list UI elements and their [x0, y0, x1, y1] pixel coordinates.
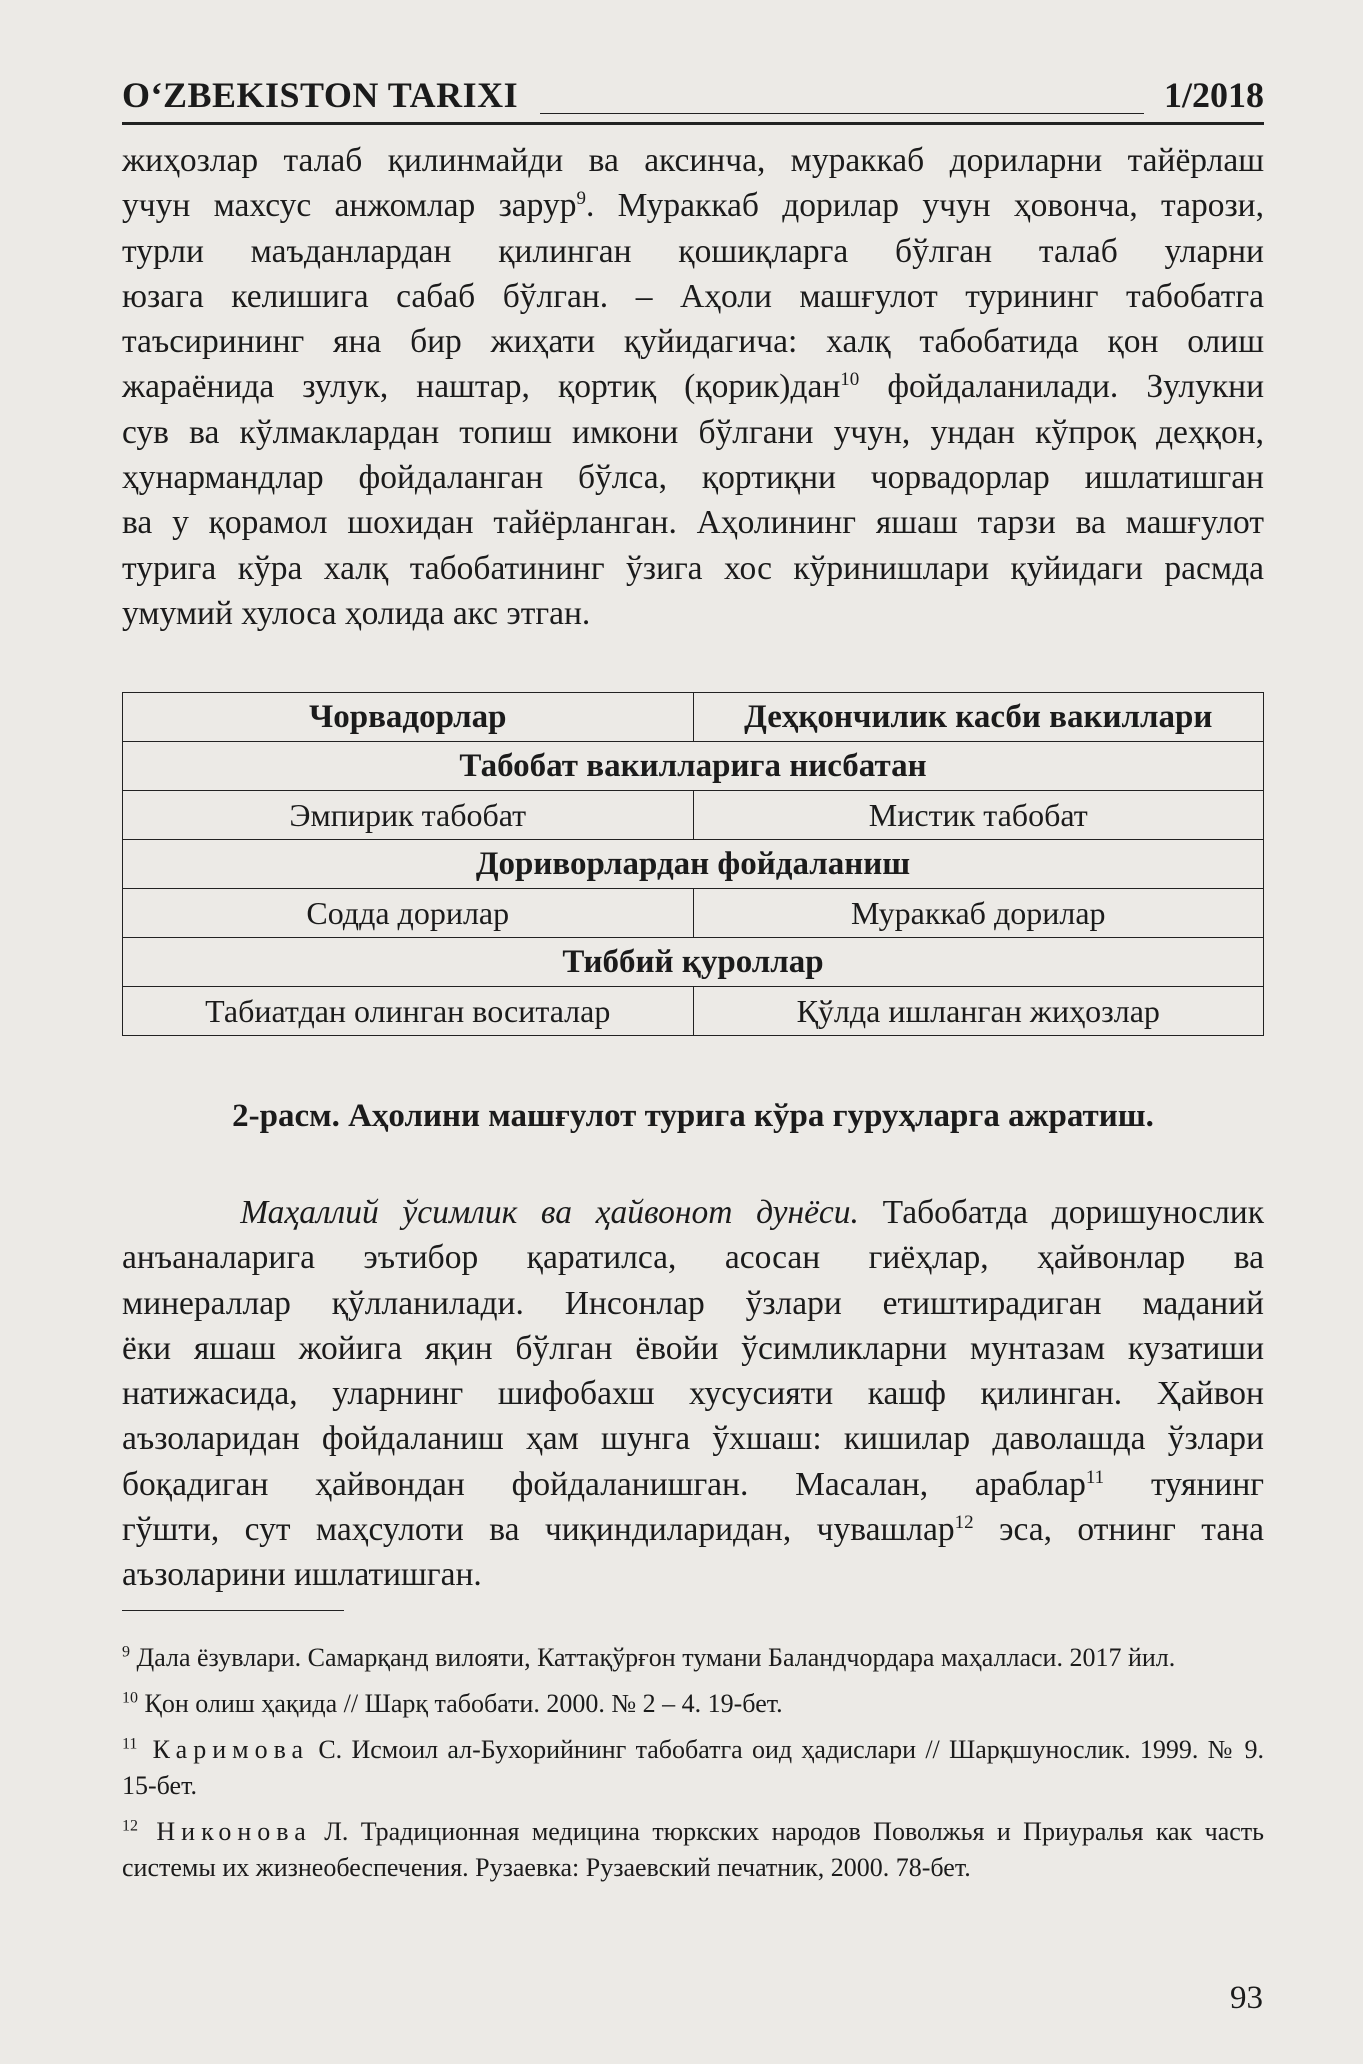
table-row [123, 938, 1264, 987]
header-cell-farming: Деҳқончилик касби вакиллари [693, 693, 1264, 742]
text-line: ҳунармандлар фойдаланган бўлса, қортиқни чорвадорлар ишлатишган [122, 459, 1264, 497]
text-line: сув ва кўлмаклардан топиш имкони бўлгани учун, ундан кўпроқ деҳқон, [122, 413, 1264, 451]
section-heading: Тиббий қуроллар [123, 938, 1264, 987]
text-line: ва у қорамол шохидан тайёрланган. Аҳолининг яшаш тарзи ва машғулот [122, 504, 1264, 542]
paragraph-1 [122, 138, 1264, 636]
text-line: жараёнида зулук, наштар, қортиқ (қорик)дан$^{10}$ фойдаланилади. Зулукни [122, 368, 1264, 406]
footnote-ref-12[interactable]: 12 [954, 1511, 974, 1533]
text-line: аъзоларидан фойдаланиш ҳам шунга ўхшаш: кишилар даволашда ўзлари [122, 1420, 1264, 1458]
section-heading: Дориворлардан фойдаланиш [123, 840, 1264, 889]
text-line: минераллар қўлланилади. Инсонлар ўзлари етиштирадиган маданий [122, 1284, 1264, 1322]
footnote-10: $^{10}$ Қон олиш ҳақида // Шарқ табобати. 2000. № 2 – 4. 19-бет. [122, 1689, 783, 1718]
text-line: боқадиган ҳайвондан фойдаланишган. Масалан, араблар$^{11}$ туянинг [122, 1465, 1264, 1503]
text-line: юзага келишига сабаб бўлган. – Аҳоли машғулот турининг табобатга [122, 277, 1264, 315]
text-line: анъаналарига эътибор қаратилса, асосан гиёҳлар, ҳайвонлар ва [122, 1239, 1264, 1277]
table-cell: Табиатдан олинган воситалар [123, 987, 694, 1036]
italic-lead: Маҳаллий ўсимлик ва ҳайвонот дунёси. [240, 1194, 859, 1231]
text-line: турига кўра халқ табобатининг ўзига хос кўринишлари қуйидаги расмда [122, 549, 1264, 587]
text-line: таъсирининг яна бир жиҳати қуйидагича: халқ табобатида қон олиш [122, 323, 1264, 361]
footnote-12: $^{12}$ Никонова Л. Традиционная медицина тюркских народов Поволжья и Приуралья как часть системы их жизнеобеспечения. Рузаевка: Рузаевский печатник, 2000. 78-бет. [122, 1817, 1265, 1882]
table-cell: Эмпирик табобат [123, 791, 694, 840]
section-heading: Табобат вакилларига нисбатан [123, 742, 1264, 791]
table-cell: Мураккаб дорилар [693, 889, 1264, 938]
table-row [123, 987, 1264, 1036]
table-cell: Қўлда ишланган жиҳозлар [693, 987, 1264, 1036]
figure-caption: 2-расм. Аҳолини машғулот турига кўра гуруҳларга ажратиш. [232, 1098, 1154, 1134]
table-cell: Содда дорилар [123, 889, 694, 938]
text-line: аъзоларини ишлатишган. [122, 1556, 482, 1594]
running-header [122, 72, 1264, 125]
footnotes [122, 1640, 1264, 1896]
text-line: умумий хулоса ҳолида акс этган. [122, 594, 591, 632]
footnote-separator [122, 1610, 344, 1611]
header-rule [540, 113, 1144, 114]
footnote-9: $^9$ Дала ёзувлари. Самарқанд вилояти, Каттақўрғон тумани Баландчордара маҳалласи. 2017 йил. [122, 1643, 1176, 1672]
issue-number: 1/2018 [1163, 75, 1264, 115]
paragraph-2 [122, 1190, 1264, 1598]
footnote-ref-10[interactable]: 10 [840, 369, 860, 391]
page-number: 93 [1230, 1980, 1263, 2016]
text-line: турли маъданлардан қилинган қошиқларга бўлган талаб уларни [122, 232, 1264, 270]
text-line: ёки яшаш жойига яқин бўлган ёвойи ўсимликларни мунтазам кузатиши [122, 1329, 1264, 1367]
table-row [123, 889, 1264, 938]
header-cell-livestock: Чорвадорлар [123, 693, 694, 742]
text-line: Маҳаллий ўсимлик ва ҳайвонот дунёси. Табобатда доришунослик [240, 1194, 1264, 1231]
text-line: учун махсус анжомлар зарур$^9$. Мураккаб дорилар учун ҳовонча, тарози, [122, 187, 1264, 225]
table-row [123, 742, 1264, 791]
footnote-11: $^{11}$ Каримова С. Исмоил ал-Бухорийнинг табобатга оид ҳадислари // Шарқшунослик. 1999. № 9. 15-бет. [122, 1735, 1264, 1800]
footnote-ref-11[interactable]: 11 [1085, 1466, 1105, 1488]
footnote-ref-9[interactable]: 9 [576, 188, 586, 210]
table-row [123, 693, 1264, 742]
table-cell: Мистик табобат [693, 791, 1264, 840]
table-row [123, 791, 1264, 840]
text-line: натижасида, уларнинг шифобахш хусусияти кашф қилинган. Ҳайвон [122, 1375, 1264, 1413]
text-line: жиҳозлар талаб қилинмайди ва аксинча, мураккаб дориларни тайёрлаш [122, 142, 1264, 179]
journal-title: O‘ZBEKISTON TARIXI [122, 75, 519, 115]
table-row [123, 840, 1264, 889]
text-line: гўшти, сут маҳсулоти ва чиқиндиларидан, чувашлар$^{12}$ эса, отнинг тана [122, 1511, 1264, 1549]
scheme-table [122, 692, 1264, 1036]
